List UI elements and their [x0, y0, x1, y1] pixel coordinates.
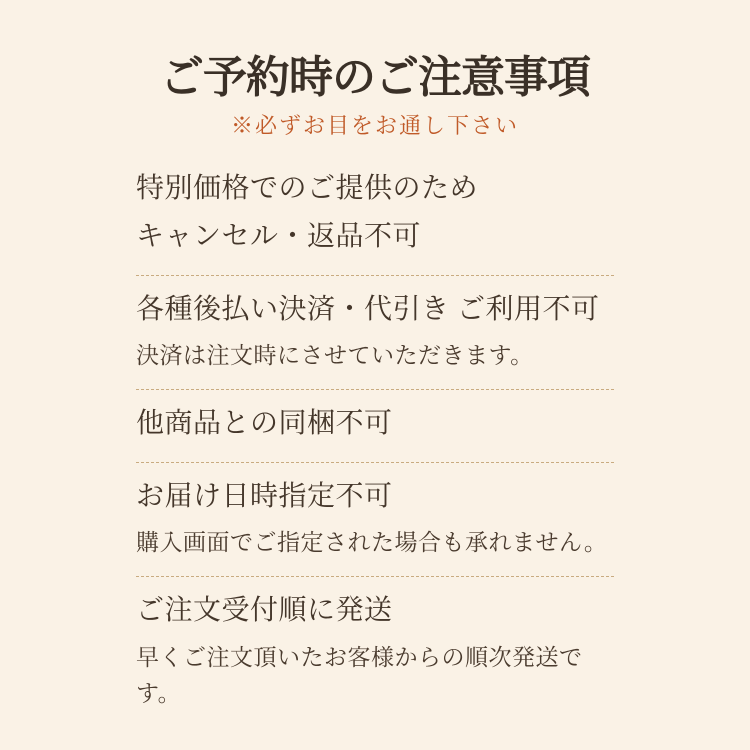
notice-list [136, 155, 614, 727]
notice-heading: お届け日時指定不可 [136, 480, 393, 512]
notice-header [0, 0, 750, 139]
notice-heading: ご注文受付順に発送 [136, 594, 393, 626]
notice-note: 購入画面でご指定された場合も承れません。 [136, 530, 608, 556]
notice-heading: 各種後払い決済・代引き ご利用不可 [136, 293, 600, 325]
notice-note: 早くご注文頂いたお客様からの順次発送です。 [136, 644, 583, 707]
notice-section-delivery-date [136, 463, 614, 576]
notice-heading: 他商品との同梱不可 [136, 407, 393, 439]
notice-note: 決済は注文時にさせていただきます。 [136, 343, 534, 369]
page-subtitle: ※必ずお目をお通し下さい [230, 113, 519, 138]
notice-heading: キャンセル・返品不可 [136, 220, 422, 252]
notice-section-bundling [136, 390, 614, 462]
page-title: ご予約時のご注意事項 [160, 53, 590, 102]
notice-section-cancel-return [136, 155, 614, 274]
notice-section-payment [136, 276, 614, 389]
notice-heading: 特別価格でのご提供のため [136, 173, 479, 205]
notice-section-shipping-order [136, 577, 614, 727]
